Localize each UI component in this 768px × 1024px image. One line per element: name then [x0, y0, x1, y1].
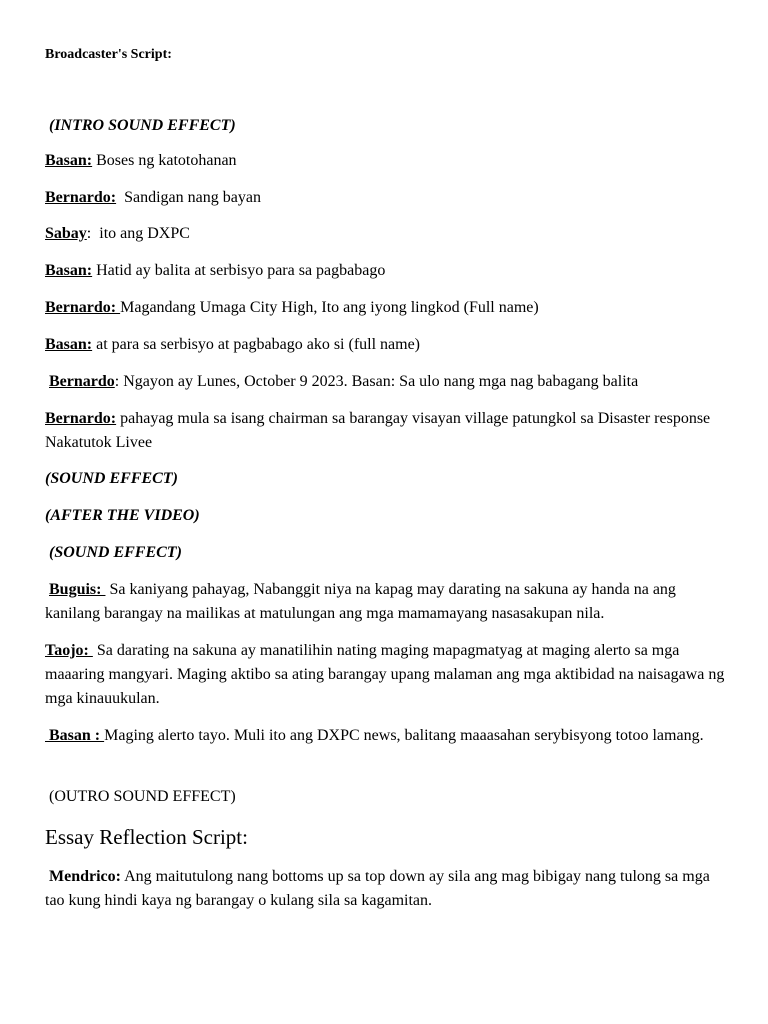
- speaker-name: Basan:: [45, 336, 93, 353]
- line-text: Sandigan nang bayan: [116, 189, 261, 206]
- script-paragraph: [45, 639, 725, 711]
- line-text: : Ngayon ay Lunes, October 9 2023. Basan: Sa ulo nang mga nag babagang balita: [114, 373, 639, 390]
- cue-text: (SOUND EFFECT): [45, 470, 178, 487]
- document-heading: Broadcaster's Script:: [45, 47, 172, 62]
- speaker-name: Taojo:: [45, 642, 93, 659]
- script-paragraph: [45, 407, 725, 455]
- sound-effect-cue: [45, 541, 725, 565]
- speaker-name: Basan:: [45, 152, 93, 169]
- intro-cue: [45, 114, 725, 138]
- cue-text: (AFTER THE VIDEO): [45, 507, 200, 524]
- paragraph-text: Sa darating na sakuna ay manatilihin nating maging mapagmatyag at maging alerto sa mga maaaring mangyari. Maging aktibo sa ating barangay upang malaman ang mga aktibidad na naisagawa ng mga kinauukulan.: [45, 642, 725, 707]
- paragraph-text: pahayag mula sa isang chairman sa barangay visayan village patungkol sa Disaster response Nakatutok Livee: [45, 410, 711, 451]
- speaker-name: Sabay: [45, 225, 87, 242]
- script-line: [45, 370, 725, 394]
- script-paragraph: [45, 865, 725, 913]
- speaker-name: Bernardo:: [45, 410, 117, 427]
- script-paragraph: [45, 578, 725, 626]
- line-text: at para sa serbisyo at pagbabago ako si (full name): [92, 336, 421, 353]
- line-text: : ito ang DXPC: [86, 225, 190, 242]
- line-text: Boses ng katotohanan: [92, 152, 237, 169]
- speaker-name: Basan:: [45, 262, 93, 279]
- speaker-name: Buguis:: [49, 581, 106, 598]
- speaker-name: Bernardo:: [45, 189, 117, 206]
- script-line: [45, 333, 725, 357]
- speaker-name: Basan :: [45, 727, 105, 744]
- cue-text: (SOUND EFFECT): [49, 544, 182, 561]
- paragraph-text: Ang maitutulong nang bottoms up sa top down ay sila ang mag bibigay nang tulong sa mga tao kung hindi kaya ng barangay o kulang sila sa kagamitan.: [45, 868, 710, 909]
- cue-text: (OUTRO SOUND EFFECT): [49, 788, 236, 805]
- script-line: [45, 296, 725, 320]
- paragraph-text: Sa kaniyang pahayag, Nabanggit niya na kapag may darating na sakuna ay handa na ang kanilang barangay na mailikas at matulungan ang mga mamamayang nasasakupan nila.: [45, 581, 676, 622]
- sound-effect-cue: [45, 467, 725, 491]
- script-line: [45, 222, 725, 246]
- speaker-name: Bernardo:: [45, 299, 121, 316]
- script-line: [45, 186, 725, 210]
- after-video-cue: [45, 504, 725, 528]
- intro-cue-text: (INTRO SOUND EFFECT): [49, 117, 236, 134]
- speaker-name: Bernardo: [49, 373, 115, 390]
- script-line: [45, 259, 725, 283]
- line-text: Magandang Umaga City High, Ito ang iyong lingkod (Full name): [120, 299, 539, 316]
- paragraph-text: Maging alerto tayo. Muli ito ang DXPC news, balitang maaasahan serybisyong totoo lamang.: [104, 727, 704, 744]
- script-line: [45, 149, 725, 173]
- script-paragraph: [45, 724, 725, 748]
- essay-title: Essay Reflection Script:: [45, 825, 248, 849]
- speaker-name: Mendrico:: [49, 868, 121, 885]
- line-text: Hatid ay balita at serbisyo para sa pagbabago: [92, 262, 386, 279]
- outro-cue: [45, 785, 725, 809]
